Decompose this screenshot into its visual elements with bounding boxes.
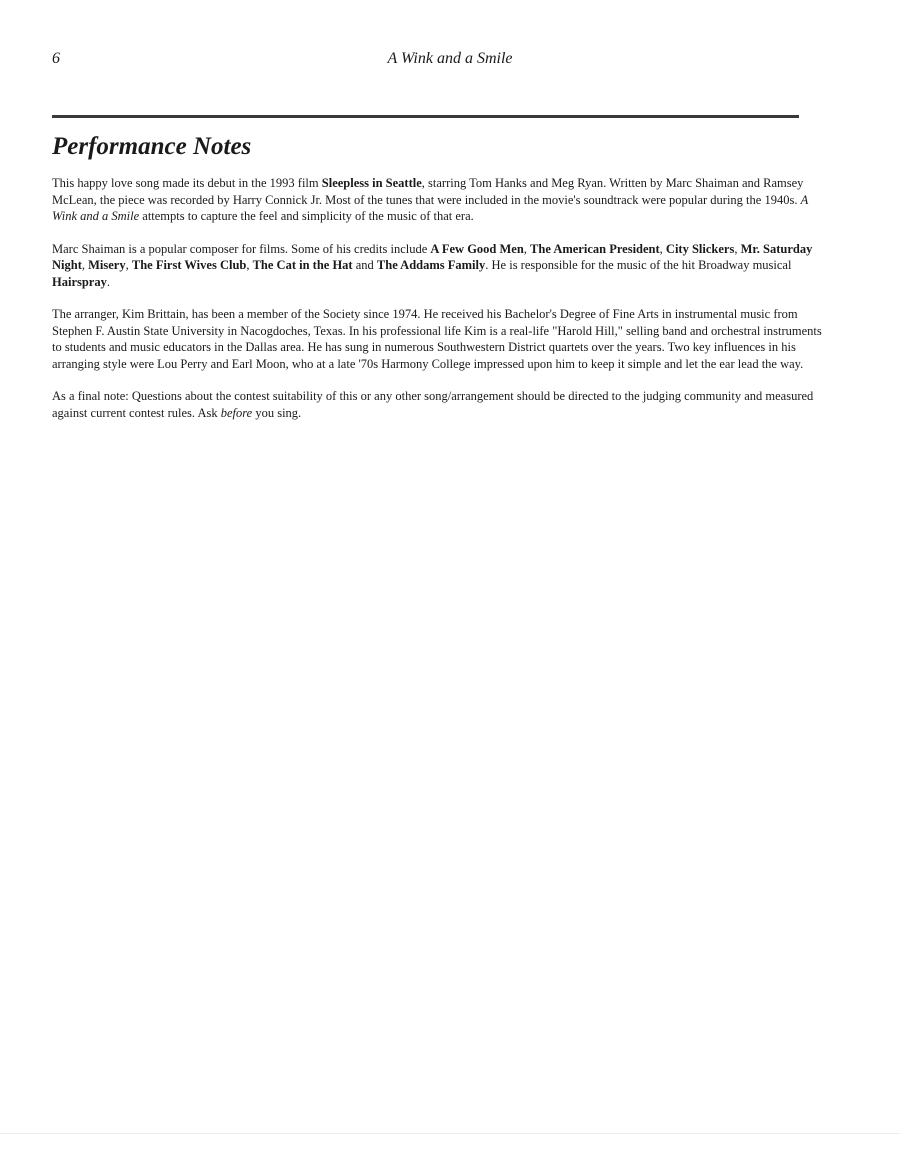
bold-title: City Slickers xyxy=(665,241,735,256)
paragraph-composer-credits xyxy=(52,241,828,291)
bold-title: The American President xyxy=(530,241,660,256)
text-run: , xyxy=(734,241,741,256)
text-run: , xyxy=(523,241,531,256)
bold-title: Misery xyxy=(88,258,126,272)
section-heading: Performance Notes xyxy=(52,133,252,160)
footer-divider xyxy=(0,1133,900,1134)
text-run: attempts to capture the feel and simplicity of the music of that era. xyxy=(139,209,474,223)
italic-text: A Wink and a Smile xyxy=(52,192,808,223)
bold-title: The Addams Family xyxy=(376,258,486,272)
bold-title: The First Wives Club xyxy=(131,258,247,272)
text-run: As a final note: Questions about the contest suitability of this or any other song/arrangement should be directed to the judging community and measured against current contest rules. Ask xyxy=(52,389,814,420)
text-run: . He is responsible for the music of the hit Broadway musical xyxy=(485,258,792,272)
page-number: 6 xyxy=(52,50,60,67)
text-run: you sing. xyxy=(252,405,302,420)
paragraph-film-debut xyxy=(52,175,828,225)
header-rule xyxy=(52,115,799,118)
text-run: Marc Shaiman is a popular composer for films. Some of his credits include xyxy=(52,241,431,256)
text-run: , xyxy=(125,258,132,272)
bold-title: The Cat in the Hat xyxy=(252,258,353,272)
text-run: , xyxy=(659,241,666,256)
bold-title: A Few Good Men xyxy=(430,241,524,256)
text-run: The arranger, Kim Brittain, has been a member of the Society since 1974. He received his Bachelor's Degree of Fine Arts in instrumental music from Stephen F. Austin State University in Nacogdoches, Texas. In his professional life Kim is a real-life "Harold Hill," selling band and orchestral instruments to students and music educators in the Dallas area. He has sung in numerous Southwestern District quartets over the years. Two key influences in his arranging style were Lou Perry and Earl Moon, who at a late '70s Harmony College impressed upon him to keep it simple and let the ear lead the way. xyxy=(52,307,822,371)
bold-title: Hairspray xyxy=(52,274,107,289)
bold-title: Sleepless in Seattle xyxy=(321,176,422,190)
italic-text: before xyxy=(220,405,253,420)
performance-notes-body xyxy=(52,175,828,437)
text-run: , starring Tom Hanks and Meg Ryan. Written by Marc Shaiman and Ramsey McLean, the piece was recorded by Harry Connick Jr. Most of the tunes that were included in the movie's soundtrack were popular during the 1940s. xyxy=(52,176,804,207)
text-run: , xyxy=(246,258,253,272)
running-title: A Wink and a Smile xyxy=(387,50,513,67)
text-run: This happy love song made its debut in the 1993 film xyxy=(52,176,322,190)
paragraph-final-note xyxy=(52,388,828,421)
paragraph-arranger-bio xyxy=(52,306,828,372)
bold-title: Mr. Saturday Night xyxy=(52,241,813,272)
text-run: . xyxy=(106,274,110,289)
text-run: , xyxy=(81,258,89,272)
text-run: and xyxy=(352,258,377,272)
